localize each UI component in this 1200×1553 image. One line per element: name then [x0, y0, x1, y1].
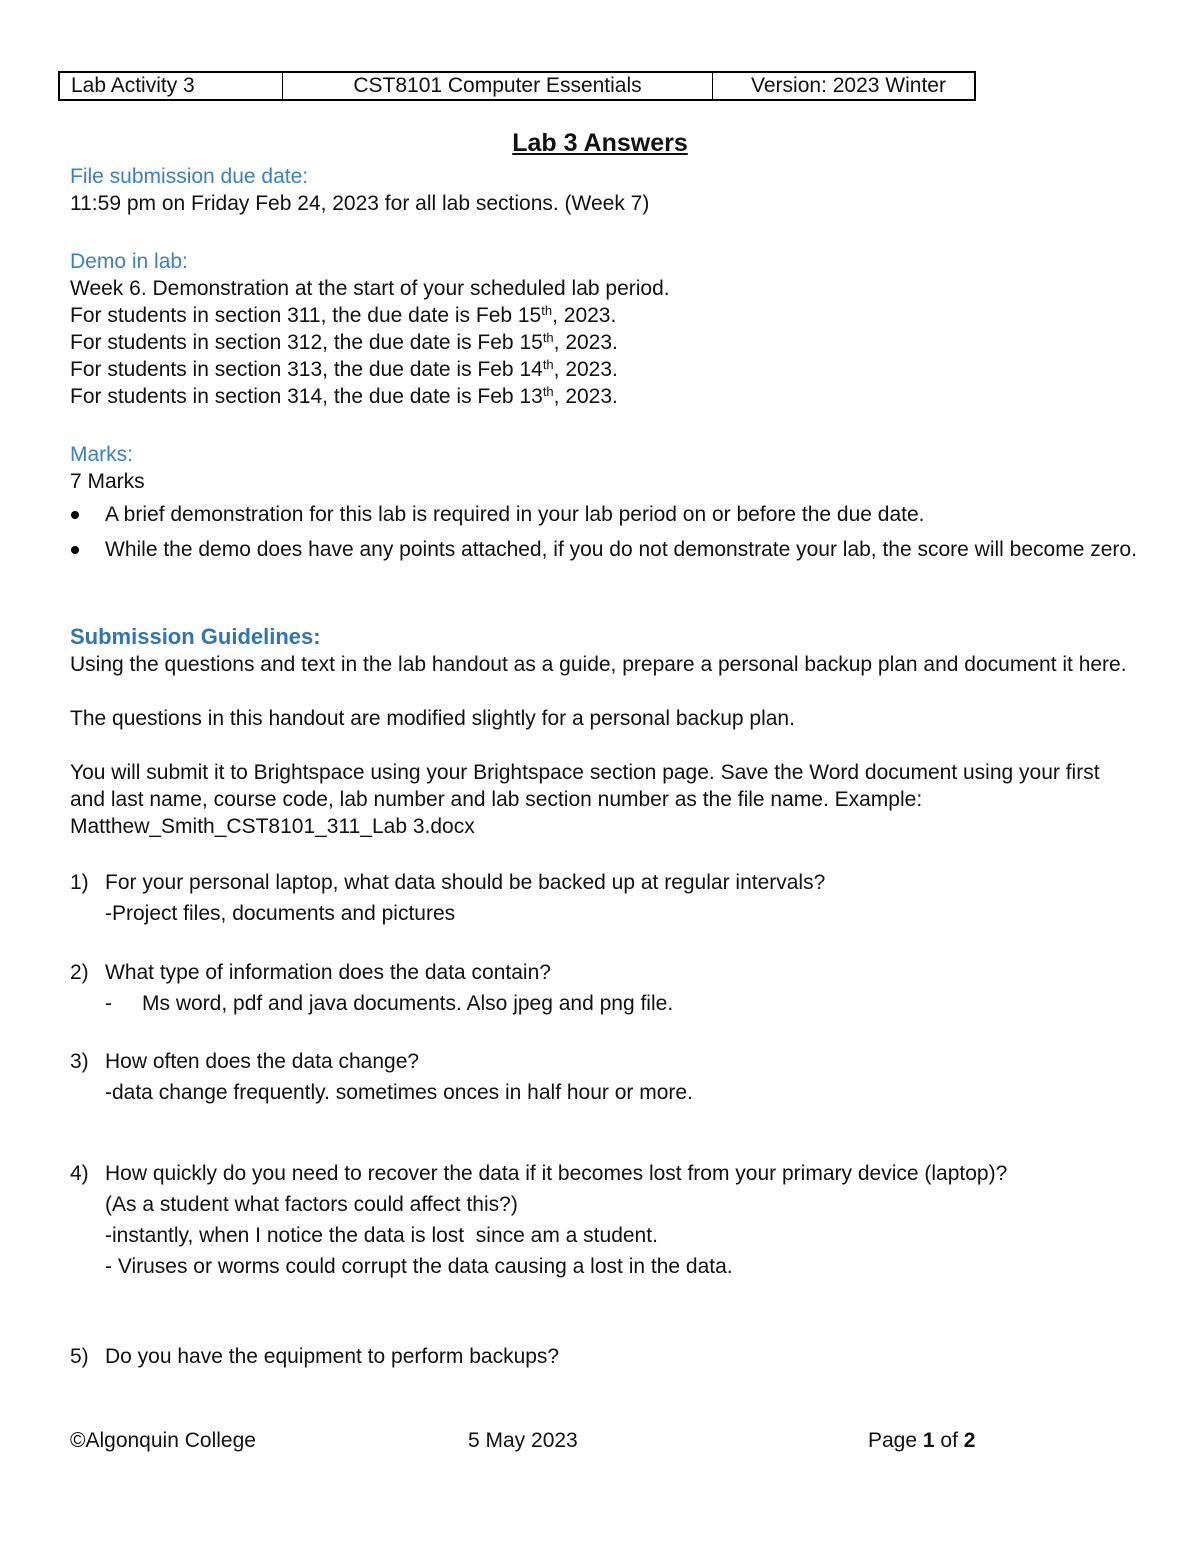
bullet-item: A brief demonstration for this lab is required in your lab period on or before the due date. [70, 499, 1140, 530]
due-heading: File submission due date: [70, 165, 309, 188]
demo-section-line: For students in section 313, the due date is Feb 14th, 2023. [70, 357, 618, 381]
footer-date: 5 May 2023 [468, 1429, 578, 1452]
question-4: 4) How quickly do you need to recover the data if it becomes lost from your primary device (laptop)? [70, 1162, 1008, 1185]
document-body [70, 163, 1140, 1372]
demo-section-line: For students in section 312, the due date is Feb 15th, 2023. [70, 330, 618, 354]
due-text: 11:59 pm on Friday Feb 24, 2023 for all lab sections. (Week 7) [70, 192, 650, 215]
marks-bullet-list [70, 499, 1140, 565]
question-3: 3) How often does the data change? [70, 1050, 420, 1073]
header-activity: Lab Activity 3 [60, 73, 283, 99]
header-course: CST8101 Computer Essentials [283, 73, 713, 99]
bullet-icon [71, 546, 79, 554]
bullet-icon [71, 511, 79, 519]
question-4-note: (As a student what factors could affect this?) [105, 1193, 518, 1216]
submission-para-1: Using the questions and text in the lab handout as a guide, prepare a personal backup plan and document it here. [70, 653, 1127, 676]
demo-section-line: For students in section 314, the due date is Feb 13th, 2023. [70, 384, 618, 408]
answer-4b: - Viruses or worms could corrupt the data causing a lost in the data. [105, 1255, 733, 1278]
header-table [58, 71, 976, 101]
answer-2: - Ms word, pdf and java documents. Also jpeg and png file. [105, 992, 674, 1015]
answer-1: -Project files, documents and pictures [105, 902, 456, 925]
answer-4: -instantly, when I notice the data is lost since am a student. [105, 1224, 658, 1247]
page-title: Lab 3 Answers [512, 129, 688, 157]
footer-page-number: Page 1 of 2 [868, 1429, 976, 1452]
question-2: 2) What type of information does the data contain? [70, 961, 551, 984]
marks-value: 7 Marks [70, 470, 145, 493]
demo-section-line: For students in section 311, the due date is Feb 15th, 2023. [70, 303, 617, 327]
footer-copyright: ©Algonquin College [70, 1429, 256, 1452]
answer-3: -data change frequently. sometimes onces in half hour or more. [105, 1081, 693, 1104]
submission-para-2: The questions in this handout are modified slightly for a personal backup plan. [70, 707, 795, 730]
page-footer [70, 1427, 1000, 1457]
question-1: 1) For your personal laptop, what data should be backed up at regular intervals? [70, 871, 826, 894]
marks-heading: Marks: [70, 443, 133, 466]
demo-intro: Week 6. Demonstration at the start of your scheduled lab period. [70, 277, 670, 300]
submission-heading: Submission Guidelines: [70, 624, 321, 649]
submission-para-3: You will submit it to Brightspace using your Brightspace section page. Save the Word document using your first and last name, course code, lab number and lab section number as the file name. Example: Matthew_Smith_CST8101_311_Lab 3.docx [70, 761, 1100, 838]
bullet-item: While the demo does have any points attached, if you do not demonstrate your lab, the score will become zero. [70, 534, 1140, 565]
demo-heading: Demo in lab: [70, 250, 188, 273]
question-5: 5) Do you have the equipment to perform backups? [70, 1345, 560, 1368]
header-version: Version: 2023 Winter [751, 74, 946, 97]
